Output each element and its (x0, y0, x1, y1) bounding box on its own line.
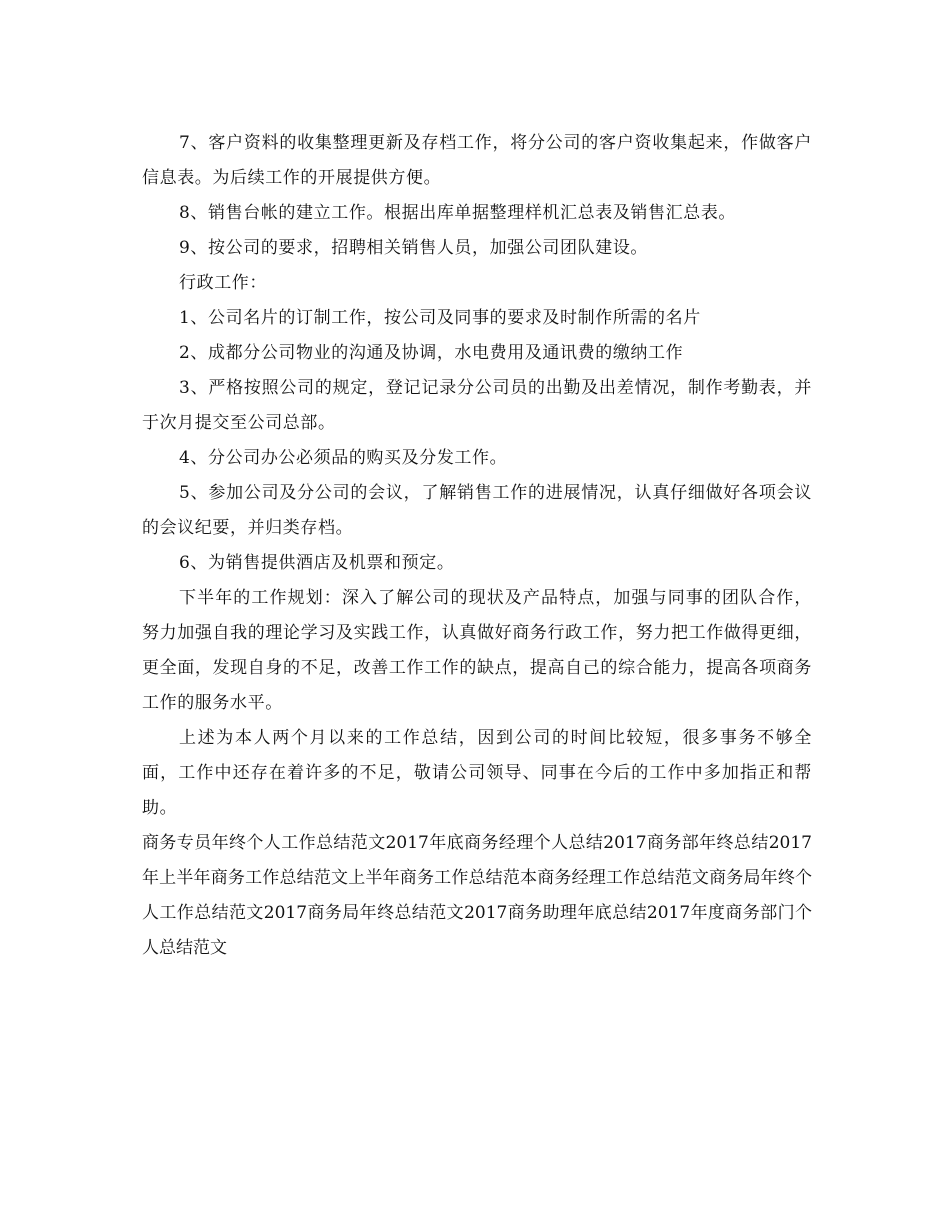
document-body (142, 126, 812, 966)
paragraph-travel-booking: 6、为销售提供酒店及机票和预定。 (179, 553, 455, 573)
paragraph-customer-records: 7、客户资料的收集整理更新及存档工作，将分公司的客户资收集起来，作做客户信息表。为后续工作的开展提供方便。 (142, 133, 812, 188)
paragraph-second-half-plan: 下半年的工作规划：深入了解公司的现状及产品特点，加强与同事的团队合作，努力加强自我的理论学习及实践工作，认真做好商务行政工作，努力把工作做得更细，更全面，发现自身的不足，改善工作工作的缺点，提高自己的综合能力，提高各项商务工作的服务水平。 (142, 588, 812, 713)
related-links-text: 商务专员年终个人工作总结范文2017年底商务经理个人总结2017商务部年终总结2017年上半年商务工作总结范文上半年商务工作总结范本商务经理工作总结范文商务局年终个人工作总结范文2017商务局年终总结范文2017商务助理年底总结2017年度商务部门个人总结范文 (142, 833, 812, 958)
section-heading-admin-work: 行政工作： (179, 273, 267, 293)
paragraph-business-cards: 1、公司名片的订制工作，按公司及同事的要求及时制作所需的名片 (179, 308, 701, 328)
paragraph-attendance: 3、严格按照公司的规定，登记记录分公司员的出勤及出差情况，制作考勤表，并于次月提交至公司总部。 (142, 378, 812, 433)
paragraph-meetings: 5、参加公司及分公司的会议，了解销售工作的进展情况，认真仔细做好各项会议的会议纪要，并归类存档。 (142, 483, 812, 538)
paragraph-office-supplies: 4、分公司办公必须品的购买及分发工作。 (179, 448, 508, 468)
paragraph-conclusion: 上述为本人两个月以来的工作总结，因到公司的时间比较短，很多事务不够全面，工作中还存在着许多的不足，敬请公司领导、同事在今后的工作中多加指正和帮助。 (142, 728, 812, 818)
paragraph-sales-ledger: 8、销售台帐的建立工作。根据出库单据整理样机汇总表及销售汇总表。 (179, 203, 737, 223)
related-links-block (142, 826, 812, 966)
paragraph-recruitment: 9、按公司的要求，招聘相关销售人员，加强公司团队建设。 (179, 238, 649, 258)
paragraph-property-utilities: 2、成都分公司物业的沟通及协调，水电费用及通讯费的缴纳工作 (179, 343, 684, 363)
